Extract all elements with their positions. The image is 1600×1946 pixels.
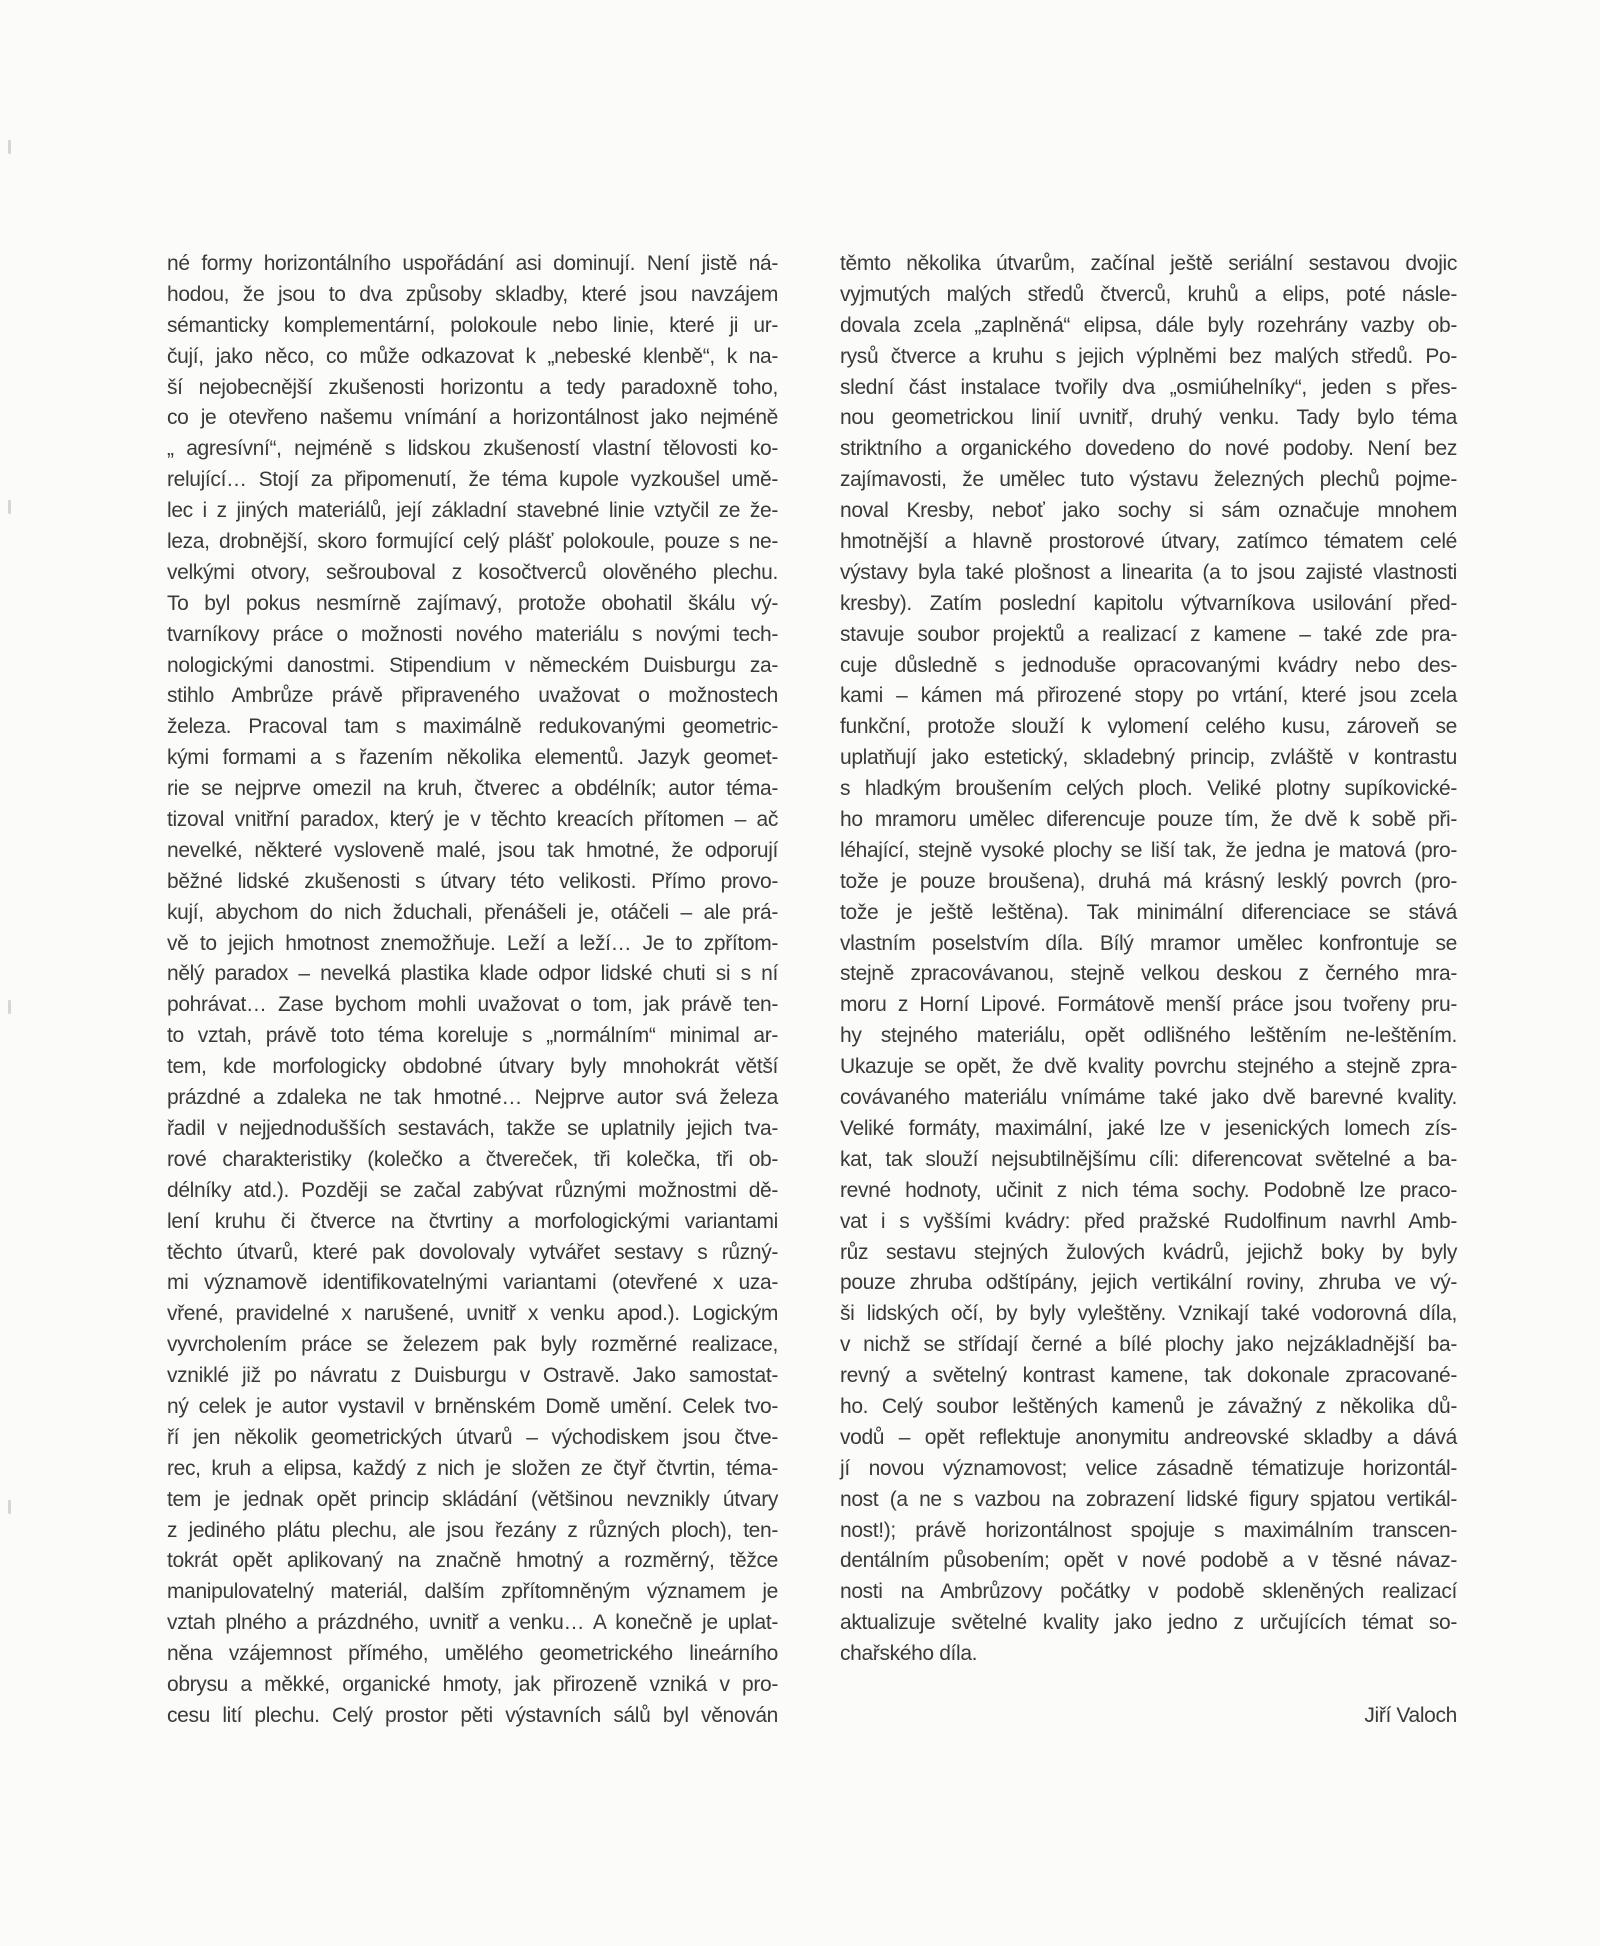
text-line: kat, tak slouží nejsubtilnějšímu cíli: diferencovat světelné a ba- — [840, 1147, 1457, 1171]
text-line: nost (a ne s vazbou na zobrazení lidské figury spjatou vertikál- — [840, 1487, 1457, 1511]
text-column-right — [840, 249, 1457, 1670]
text-line: moru z Horní Lipové. Formátově menší práce jsou tvořeny pru- — [840, 993, 1457, 1017]
text-line: nosti na Ambrůzovy počátky v podobě skleněných realizací — [840, 1580, 1457, 1604]
text-line: velkými otvory, sešrouboval z kosočtverců olověného plechu. — [167, 560, 778, 584]
text-line: těmto několika útvarům, začínal ještě seriální sestavou dvojic — [840, 252, 1457, 275]
text-line: tože je ještě leštěna). Tak minimální diferenciace se stává — [840, 900, 1457, 924]
text-line: stejně zpracovávanou, stejně velkou deskou z černého mra- — [840, 962, 1457, 986]
text-line: nělý paradox – nevelká plastika klade odpor lidské chuti si s ní — [167, 962, 778, 986]
text-line: s hladkým broušením celých ploch. Veliké plotny supíkovické- — [840, 777, 1457, 801]
text-line: prázdné a zdaleka ne tak hmotné… Nejprve autor svá železa — [167, 1086, 778, 1110]
text-line: tem, kde morfologicky obdobné útvary byly mnohokrát větší — [167, 1055, 778, 1079]
text-line: stavuje soubor projektů a realizací z kamene – také zde pra- — [840, 622, 1457, 646]
text-line: striktního a organického dovedeno do nové podoby. Není bez — [840, 437, 1457, 461]
text-line: tizoval vnitřní paradox, který je v těchto kreacích přítomen – ač — [167, 808, 778, 832]
text-line: leza, drobnější, skoro formující celý plášť polokoule, pouze s ne- — [167, 530, 778, 554]
text-line: rysů čtverce a kruhu s jejich výplněmi bez malých středů. Po- — [840, 344, 1457, 368]
text-line: ší nejobecnější zkušenosti horizontu a tedy paradoxně toho, — [167, 375, 778, 399]
text-line: slední část instalace tvořily dva „osmiúhelníky“, jeden s přes- — [840, 375, 1457, 399]
text-line: tože je pouze broušena), druhá má krásný lesklý povrch (pro- — [840, 869, 1457, 893]
text-line: chařského díla. — [840, 1642, 978, 1666]
text-line: uplatňují jako estetický, skladebný princip, zvláště v kontrastu — [840, 746, 1457, 770]
text-line: aktualizuje světelné kvality jako jedno z určujících témat so- — [840, 1611, 1457, 1635]
binding-mark — [8, 500, 11, 514]
text-line: rec, kruh a elipsa, každý z nich je složen ze čtyř čtvrtin, téma- — [167, 1456, 778, 1480]
text-line: ho mramoru umělec diferencuje pouze tím, že dvě k sobě při- — [840, 808, 1457, 832]
text-line: ši lidských očí, by byly vyleštěny. Vznikají také vodorovná díla, — [840, 1302, 1457, 1326]
text-line: „ agresívní“, nejméně s lidskou zkušeností vlastní tělovosti ko- — [167, 437, 778, 461]
text-line: lení kruhu či čtverce na čtvrtiny a morfologickými variantami — [167, 1209, 778, 1233]
text-line: pohrávat… Zase bychom mohli uvažovat o tom, jak právě ten- — [167, 993, 778, 1017]
text-line: vat i s vyššími kvádry: před pražské Rudolfinum navrhl Amb- — [840, 1209, 1457, 1233]
text-line: růz sestavu stejných žulových kvádrů, jejichž boky by byly — [840, 1240, 1457, 1264]
text-line: tokrát opět aplikovaný na značně hmotný a rozměrný, těžce — [167, 1549, 778, 1573]
text-line: kými formami a s řazením několika elementů. Jazyk geomet- — [167, 746, 778, 770]
text-line: vyjmutých malých středů čtverců, kruhů a elips, poté násle- — [840, 282, 1457, 306]
text-line: hmotnější a hlavně prostorové útvary, zatímco tématem celé — [840, 530, 1457, 554]
text-line: kami – kámen má přirozené stopy po vrtání, které jsou zcela — [840, 684, 1457, 708]
text-line: cuje důsledně s jednoduše opracovanými kvádry nebo des- — [840, 653, 1457, 677]
text-line: Ukazuje se opět, že dvě kvality povrchu stejného a stejně zpra- — [840, 1055, 1457, 1079]
text-line: řadil v nejjednodušších sestavách, takže se uplatnily jejich tva- — [167, 1116, 778, 1140]
text-line: kresby). Zatím poslední kapitolu výtvarníkova usilování před- — [840, 591, 1457, 615]
text-line: těchto útvarů, které pak dovolovaly vytvářet sestavy s různý- — [167, 1240, 778, 1264]
text-line: v nichž se střídají černé a bílé plochy jako nejzákladnější ba- — [840, 1333, 1457, 1357]
text-line: revný a světelný kontrast kamene, tak dokonale zpracované- — [840, 1364, 1457, 1388]
text-line: vodů – opět reflektuje anonymitu andreovské skladby a dává — [840, 1425, 1457, 1449]
text-line: vě to jejich hmotnost znemožňuje. Leží a leží… Je to zpřítom- — [167, 931, 778, 955]
text-line: mi významově identifikovatelnými variantami (otevřené x uza- — [167, 1271, 778, 1295]
text-line: zajímavosti, že umělec tuto výstavu železných plechů pojme- — [840, 468, 1457, 492]
text-line: hodou, že jsou to dva způsoby skladby, které jsou navzájem — [167, 282, 778, 306]
text-column-left — [167, 249, 778, 1732]
text-line: co je otevřeno našemu vnímání a horizontálnost jako nejméně — [167, 406, 778, 430]
text-line: tem je jednak opět princip skládání (většinou nevznikly útvary — [167, 1487, 778, 1511]
text-line: covávaného materiálu vnímáme také jako dvě barevné kvality. — [840, 1086, 1457, 1110]
text-line: nost!); právě horizontálnost spojuje s maximálním transcen- — [840, 1518, 1457, 1542]
author-signature: Jiří Valoch — [1364, 1704, 1457, 1727]
text-line: železa. Pracoval tam s maximálně redukovanými geometric- — [167, 715, 778, 739]
text-line: nologickými danostmi. Stipendium v německém Duisburgu za- — [167, 653, 778, 677]
text-line: pouze zhruba odštípány, jejich vertikální roviny, zhruba ve vý- — [840, 1271, 1457, 1295]
text-line: to vztah, právě toto téma koreluje s „normálním“ minimal ar- — [167, 1024, 778, 1048]
text-line: vzniklé již po návratu z Duisburgu v Ostravě. Jako samostat- — [167, 1364, 778, 1388]
text-line: né formy horizontálního uspořádání asi dominují. Není jistě ná- — [167, 252, 778, 275]
binding-mark — [8, 1500, 11, 1514]
text-line: z jediného plátu plechu, ale jsou řezány z různých ploch), ten- — [167, 1518, 778, 1542]
text-line: rové charakteristiky (kolečko a čtvereček, tři kolečka, tři ob- — [167, 1147, 778, 1171]
text-line: nevelké, některé vysloveně malé, jsou tak hmotné, že odporují — [167, 838, 778, 862]
text-line: noval Kresby, neboť jako sochy si sám označuje mnohem — [840, 499, 1457, 523]
text-line: čují, jako něco, co může odkazovat k „nebeské klenbě“, k na- — [167, 344, 778, 368]
text-line: nou geometrickou linií uvnitř, druhý venku. Tady bylo téma — [840, 406, 1457, 430]
text-line: kují, abychom do nich žduchali, přenášeli je, otáčeli – ale prá- — [167, 900, 778, 924]
text-line: manipulovatelný materiál, dalším zpřítomněným významem je — [167, 1580, 778, 1604]
text-line: relující… Stojí za připomenutí, že téma kupole vyzkoušel umě- — [167, 468, 778, 492]
text-line: lec i z jiných materiálů, její základní stavebné linie vztyčil ze že- — [167, 499, 778, 523]
text-line: ho. Celý soubor leštěných kamenů je závažný z několika dů- — [840, 1394, 1457, 1418]
text-line: stihlo Ambrůze právě připraveného uvažovat o možnostech — [167, 684, 778, 708]
text-line: sémanticky komplementární, polokoule nebo linie, které ji ur- — [167, 313, 778, 337]
text-line: revné hodnoty, učinit z nich téma sochy. Podobně lze praco- — [840, 1178, 1457, 1202]
text-line: obrysu a měkké, organické hmoty, jak přirozeně vzniká v pro- — [167, 1672, 778, 1696]
text-line: hy stejného materiálu, opět odlišného leštěním ne-leštěním. — [840, 1024, 1457, 1048]
text-line: vřené, pravidelné x narušené, uvnitř x venku apod.). Logickým — [167, 1302, 778, 1326]
text-line: délníky atd.). Později se začal zabývat různými možnostmi dě- — [167, 1178, 778, 1202]
text-line: běžné lidské zkušenosti s útvary této velikosti. Přímo provo- — [167, 869, 778, 893]
text-line: vyvrcholením práce se železem pak byly rozměrné realizace, — [167, 1333, 778, 1357]
text-line: výstavy byla také plošnost a linearita (a to jsou zajisté vlastnosti — [840, 560, 1457, 584]
text-line: cesu lití plechu. Celý prostor pěti výstavních sálů byl věnován — [167, 1703, 778, 1727]
binding-mark — [8, 1000, 11, 1014]
text-line: ří jen několik geometrických útvarů – východiskem jsou čtve- — [167, 1425, 778, 1449]
text-line: jí novou významovost; velice zásadně tématizuje horizontál- — [840, 1456, 1457, 1480]
text-line: tvarníkovy práce o možnosti nového materiálu s novými tech- — [167, 622, 778, 646]
text-line: něna vzájemnost přímého, umělého geometrického lineárního — [167, 1642, 778, 1666]
text-line: To byl pokus nesmírně zajímavý, protože obohatil škálu vý- — [167, 591, 778, 615]
text-line: Veliké formáty, maximální, jaké lze v jesenických lomech zís- — [840, 1116, 1457, 1140]
text-line: vztah plného a prázdného, uvnitř a venku… A konečně je uplat- — [167, 1611, 778, 1635]
text-line: ný celek je autor vystavil v brněnském Domě umění. Celek tvo- — [167, 1394, 778, 1418]
text-line: dentálním působením; opět v nové podobě a v těsné návaz- — [840, 1549, 1457, 1573]
text-line: vlastním poselstvím díla. Bílý mramor umělec konfrontuje se — [840, 931, 1457, 955]
text-line: funkční, protože slouží k vylomení celého kusu, zároveň se — [840, 715, 1457, 739]
binding-mark — [8, 140, 11, 154]
text-line: dovala zcela „zaplněná“ elipsa, dále byly rozehrány vazby ob- — [840, 313, 1457, 337]
text-line: léhající, stejně vysoké plochy se liší tak, že jedna je matová (pro- — [840, 838, 1457, 862]
text-line: rie se nejprve omezil na kruh, čtverec a obdélník; autor téma- — [167, 777, 778, 801]
